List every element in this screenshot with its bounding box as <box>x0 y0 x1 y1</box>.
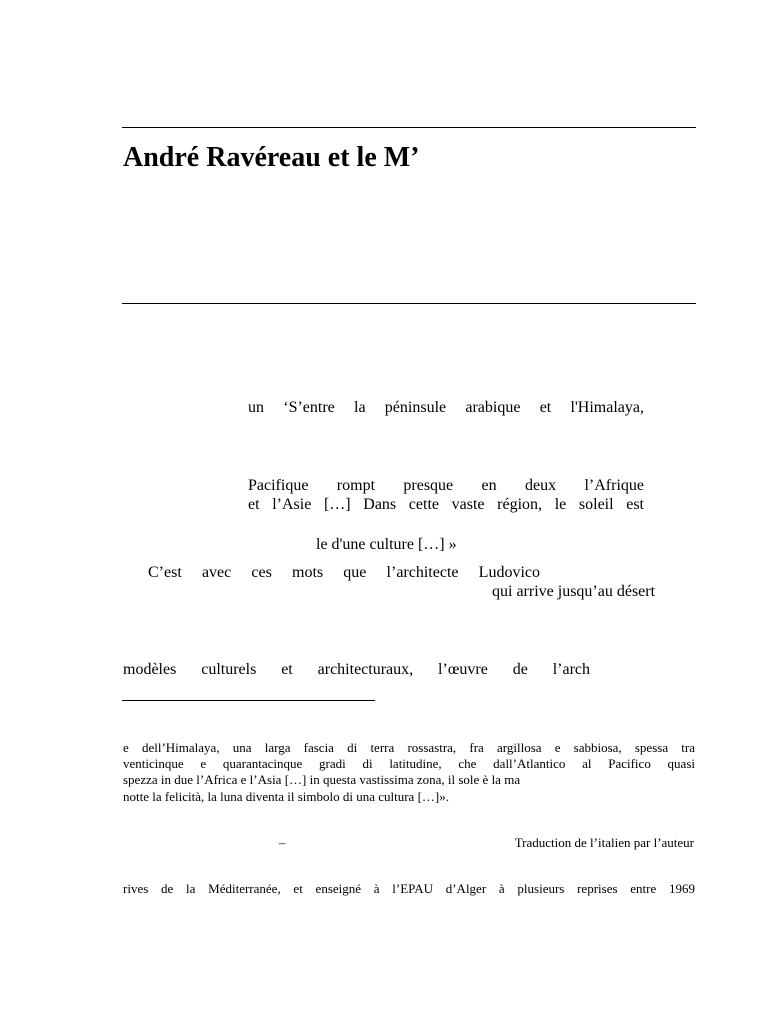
page-title: André Ravéreau et le M’ <box>123 142 420 173</box>
title-bottom-rule <box>122 303 696 304</box>
translation-note: Traduction de l’italien par l’auteur <box>514 835 694 850</box>
footnote-separator <box>122 700 375 701</box>
top-rule <box>122 127 696 128</box>
footnote-line-5: rives de la Méditerranée, et enseigné à l’EPAU d’Alger à plusieurs reprises entre 1969 <box>123 881 695 896</box>
body-line-1: C’est avec ces mots que l’architecte Ludovico <box>148 564 540 581</box>
footnote-dash: – <box>279 835 286 850</box>
epigraph-line-3: et l’Asie […] Dans cette vaste région, le soleil est <box>248 496 644 513</box>
epigraph-line-2: Pacifique rompt presque en deux l’Afrique <box>248 477 644 494</box>
epigraph-line-4: le d'une culture […] » <box>316 536 457 553</box>
epigraph-line-1: un ‘S’entre la péninsule arabique et l'Himalaya, <box>248 399 644 416</box>
body-line-2: qui arrive jusqu’au désert <box>492 583 656 600</box>
footnote-line-3: spezza in due l’Africa e l’Asia […] in questa vastissima zona, il sole è la ma <box>123 772 521 787</box>
footnote-line-2: venticinque e quarantacinque gradi di latitudine, che dall’Atlantico al Pacifico quasi <box>123 756 695 771</box>
footnote-line-1: e dell’Himalaya, una larga fascia di terra rossastra, fra argillosa e sabbiosa, spessa tra <box>123 740 695 755</box>
footnote-line-4: notte la felicità, la luna diventa il simbolo di una cultura […]». <box>123 789 449 804</box>
body-line-3: modèles culturels et architecturaux, l’œuvre de l’arch <box>123 661 590 678</box>
